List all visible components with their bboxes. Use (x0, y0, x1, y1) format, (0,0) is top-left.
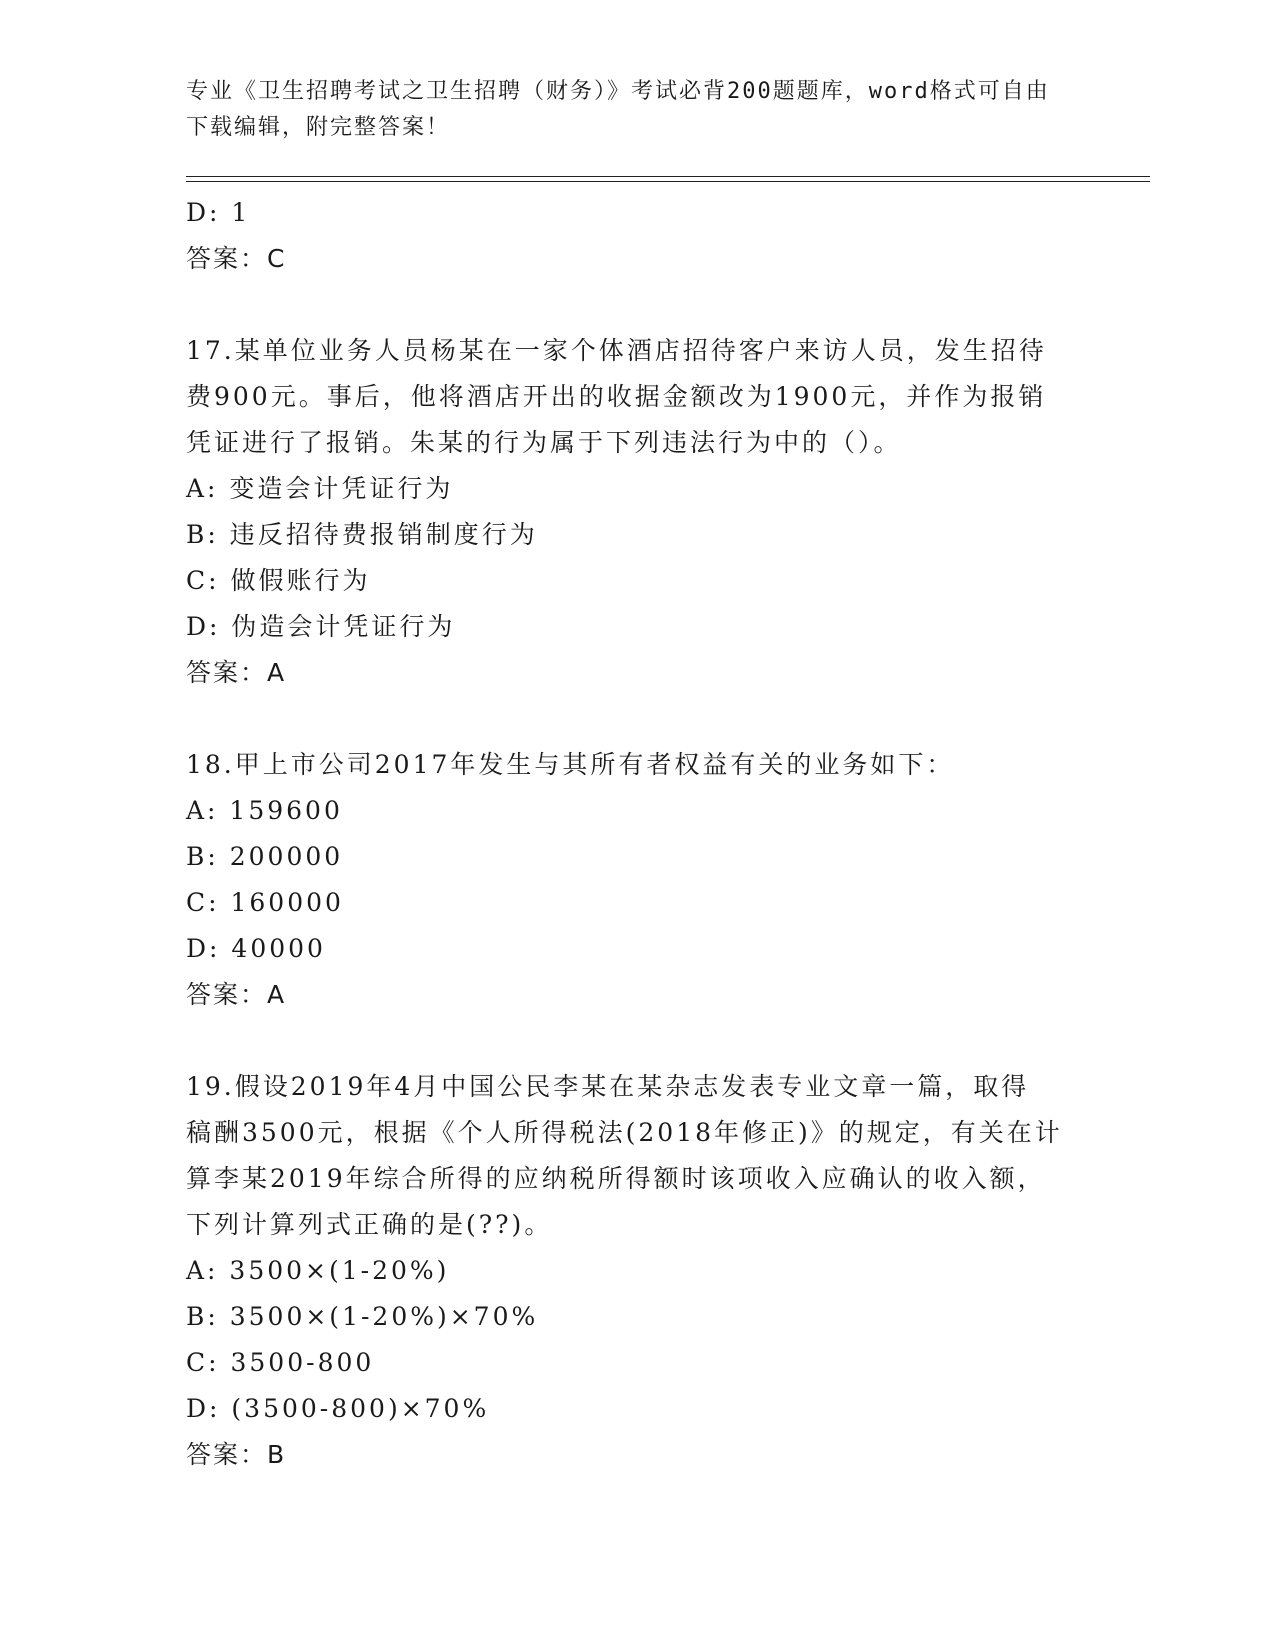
question-19-line-2: 稿酬3500元，根据《个人所得税法(2018年修正)》的规定，有关在计 (186, 1118, 1063, 1147)
question-17-line-2: 费900元。事后，他将酒店开出的收据金额改为1900元，并作为报销 (186, 382, 1047, 411)
spacer (186, 282, 1086, 328)
question-19-option-d: D: (3500-800)×70% (186, 1394, 490, 1423)
question-17-option-d: D: 伪造会计凭证行为 (186, 612, 456, 641)
question-19-line-4: 下列计算列式正确的是(??)。 (186, 1210, 553, 1239)
question-19-option-c: C: 3500-800 (186, 1348, 375, 1377)
question-17-option-c: C: 做假账行为 (186, 566, 371, 595)
question-18-option-c: C: 160000 (186, 888, 344, 917)
spacer (186, 696, 1086, 742)
header-rule-bottom (186, 181, 1150, 182)
page-header: 专业《卫生招聘考试之卫生招聘（财务）》考试必背200题题库，word格式可自由下载编辑，附完整答案！ (186, 79, 1050, 140)
document-body (186, 190, 1086, 1478)
question-19-line-3: 算李某2019年综合所得的应纳税所得额时该项收入应确认的收入额， (186, 1164, 1046, 1193)
spacer (186, 1018, 1086, 1064)
question-19-line-1: 19.假设2019年4月中国公民李某在某杂志发表专业文章一篇，取得 (186, 1072, 1030, 1101)
question-17-option-b: B: 违反招待费报销制度行为 (186, 520, 538, 549)
question-18-answer: 答案：A (186, 980, 287, 1009)
question-18-option-b: B: 200000 (186, 842, 344, 871)
question-19-option-a: A: 3500×(1-20%) (186, 1256, 450, 1285)
question-18-option-d: D: 40000 (186, 934, 326, 963)
question-18-line-1: 18.甲上市公司2017年发生与其所有者权益有关的业务如下： (186, 750, 955, 779)
header-rule-top (186, 176, 1150, 177)
question-17-line-1: 17.某单位业务人员杨某在一家个体酒店招待客户来访人员，发生招待 (186, 336, 1047, 365)
question-18-option-a: A: 159600 (186, 796, 343, 825)
prev-option-d: D: 1 (186, 198, 251, 227)
question-17-option-a: A: 变造会计凭证行为 (186, 474, 454, 503)
prev-answer: 答案：C (186, 244, 287, 273)
question-19-option-b: B: 3500×(1-20%)×70% (186, 1302, 539, 1331)
question-19-answer: 答案：B (186, 1440, 287, 1469)
question-17-line-3: 凭证进行了报销。朱某的行为属于下列违法行为中的（）。 (186, 428, 902, 457)
question-17-answer: 答案：A (186, 658, 287, 687)
